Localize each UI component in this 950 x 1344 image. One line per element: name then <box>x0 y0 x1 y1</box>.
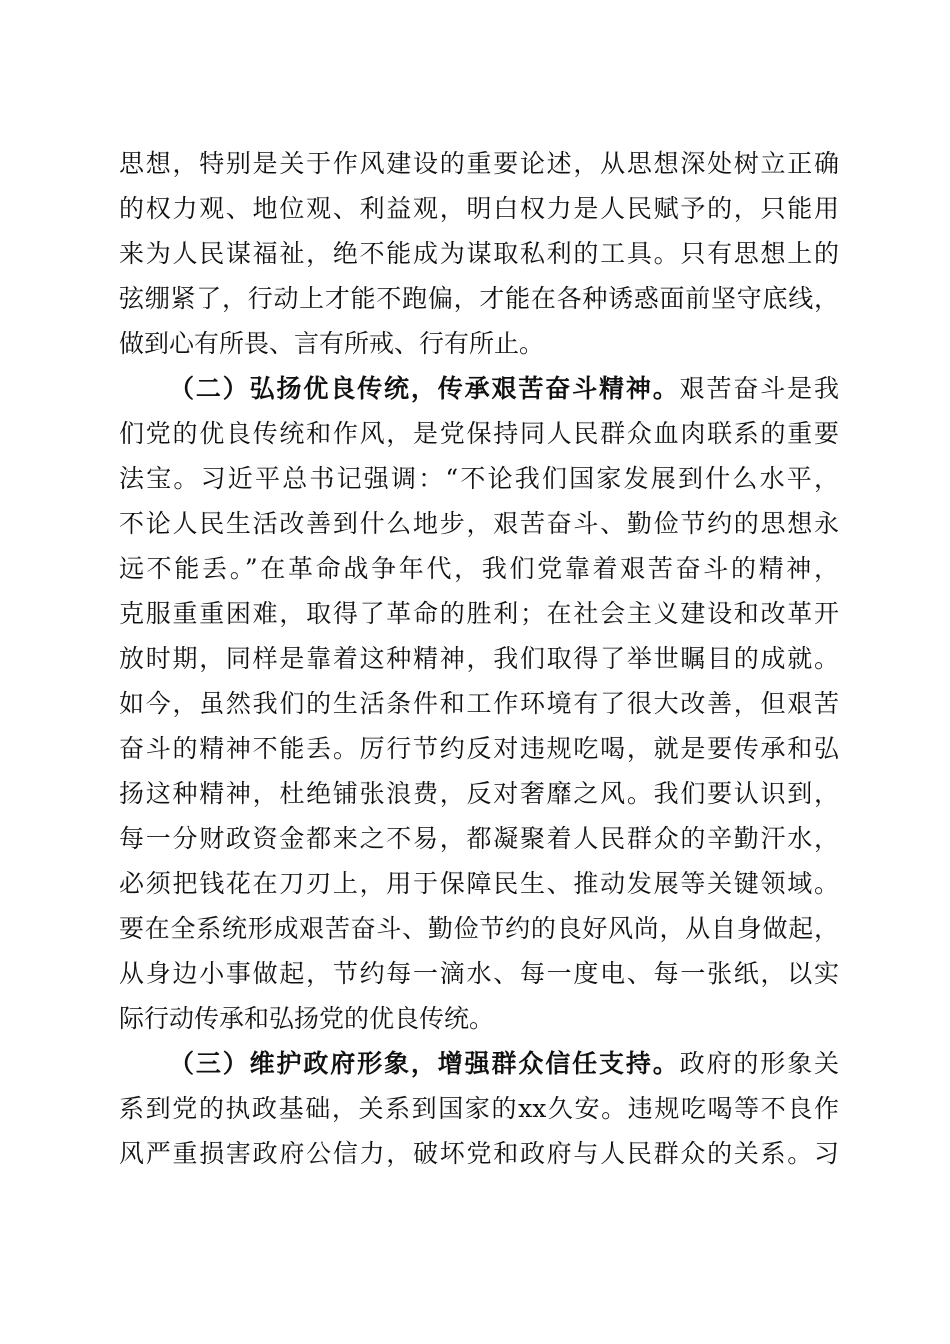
paragraph-line: 的权力观、地位观、利益观，明白权力是人民赋予的，只能用 <box>119 194 839 223</box>
paragraph-line: 弦绷紧了，行动上才能不跑偏，才能在各种诱惑面前坚守底线， <box>119 284 839 313</box>
paragraph-line: 奋斗的精神不能丢。厉行节约反对违规吃喝，就是要传承和弘 <box>119 734 839 763</box>
paragraph-line: 来为人民谋福祉，绝不能成为谋取私利的工具。只有思想上的 <box>119 239 839 268</box>
section-first-line <box>169 369 839 409</box>
paragraph-line: 系到党的执政基础，关系到国家的xx久安。违规吃喝等不良作 <box>119 1094 839 1123</box>
section-heading-2: （二）弘扬优良传统，传承艰苦奋斗精神。 <box>169 374 680 403</box>
paragraph-line: 远不能丢。”在革命战争年代，我们党靠着艰苦奋斗的精神， <box>119 554 839 583</box>
section-first-line <box>169 1044 839 1084</box>
paragraph-line: 做到心有所畏、言有所戒、行有所止。 <box>119 329 545 358</box>
section-first-line-text: 艰苦奋斗是我 <box>679 374 839 403</box>
paragraph-line: 扬这种精神，杜绝铺张浪费，反对奢靡之风。我们要认识到， <box>119 779 839 808</box>
paragraph-line: 克服重重困难，取得了革命的胜利；在社会主义建设和改革开 <box>119 599 839 628</box>
section-first-line-text: 政府的形象关 <box>679 1049 839 1078</box>
paragraph-line: 风严重损害政府公信力，破坏党和政府与人民群众的关系。习 <box>119 1139 839 1168</box>
paragraph-line: 放时期，同样是靠着这种精神，我们取得了举世瞩目的成就。 <box>119 644 839 673</box>
paragraph-line: 不论人民生活改善到什么地步，艰苦奋斗、勤俭节约的思想永 <box>119 509 839 538</box>
paragraph-line: 思想，特别是关于作风建设的重要论述，从思想深处树立正确 <box>119 149 839 178</box>
section-heading-3: （三）维护政府形象，增强群众信任支持。 <box>169 1049 680 1078</box>
paragraph-line: 必须把钱花在刀刃上，用于保障民生、推动发展等关键领域。 <box>119 869 839 898</box>
paragraph-line: 从身边小事做起，节约每一滴水、每一度电、每一张纸，以实 <box>119 959 839 988</box>
paragraph-line: 际行动传承和弘扬党的优良传统。 <box>119 1004 495 1033</box>
paragraph-line: 法宝。习近平总书记强调：“不论我们国家发展到什么水平， <box>119 464 839 493</box>
paragraph-line: 们党的优良传统和作风，是党保持同人民群众血肉联系的重要 <box>119 419 839 448</box>
paragraph-line: 要在全系统形成艰苦奋斗、勤俭节约的良好风尚，从自身做起， <box>119 914 839 943</box>
paragraph-line: 每一分财政资金都来之不易，都凝聚着人民群众的辛勤汗水， <box>119 824 839 853</box>
paragraph-line: 如今，虽然我们的生活条件和工作环境有了很大改善，但艰苦 <box>119 689 839 718</box>
